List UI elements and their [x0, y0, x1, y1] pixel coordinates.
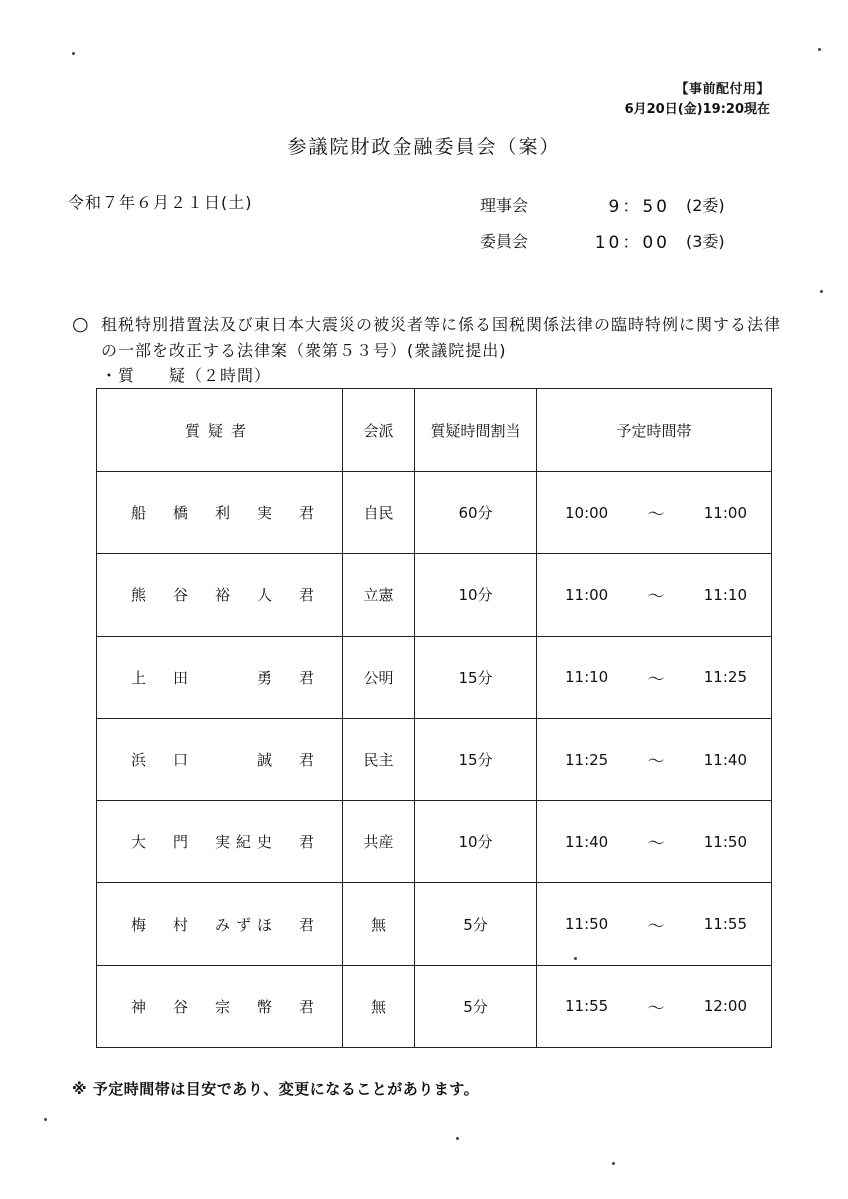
scan-speck [456, 1137, 459, 1140]
range-separator: ～ [647, 916, 665, 937]
duration-cell: 10分 [415, 554, 537, 636]
distribution-tag: 【事前配付用】 [675, 82, 770, 97]
duration-cell: 10分 [415, 801, 537, 883]
questioner-cell [97, 636, 343, 718]
scan-speck [574, 957, 577, 960]
section-heading: ・質 疑（２時間） [101, 366, 272, 385]
header-party: 会派 [343, 389, 415, 472]
start-time: 11:40 [565, 832, 609, 851]
as-of-timestamp: 6月20日(金)19:20現在 [624, 102, 770, 117]
table-row [97, 883, 772, 965]
end-time: 11:00 [703, 503, 747, 522]
end-time: 11:40 [703, 750, 747, 769]
header-allotment: 質疑時間割当 [415, 389, 537, 472]
schedule-cell [537, 883, 772, 965]
duration-cell: 15分 [415, 718, 537, 800]
schedule-cell [537, 554, 772, 636]
questioner-cell [97, 965, 343, 1047]
meeting-note-committee: (3委) [686, 232, 725, 251]
party-cell: 自民 [343, 472, 415, 554]
end-time: 11:10 [703, 585, 747, 604]
table-row [97, 801, 772, 883]
meeting-note-board: (2委) [686, 196, 725, 215]
questioner-name: 熊 谷 裕 人 君 [131, 586, 321, 605]
questioner-table [96, 388, 772, 1048]
table-row [97, 965, 772, 1047]
page-title: 参議院財政金融委員会（案） [287, 136, 561, 158]
meeting-date: 令和７年６月２１日(土) [68, 193, 253, 212]
party-cell: 公明 [343, 636, 415, 718]
start-time: 11:55 [565, 997, 609, 1016]
party-cell: 無 [343, 965, 415, 1047]
questioner-cell [97, 472, 343, 554]
range-separator: ～ [647, 752, 665, 773]
start-time: 11:00 [565, 585, 609, 604]
start-time: 11:10 [565, 668, 609, 687]
table-header-row [97, 389, 772, 472]
duration-cell: 15分 [415, 636, 537, 718]
meeting-time-board: 9：50 [608, 197, 670, 217]
party-cell: 無 [343, 883, 415, 965]
table-row [97, 718, 772, 800]
questioner-name: 神 谷 宗 幣 君 [131, 997, 321, 1016]
meeting-time-committee: 10：00 [594, 233, 670, 253]
table-row [97, 472, 772, 554]
schedule-cell [537, 718, 772, 800]
end-time: 11:50 [703, 832, 747, 851]
questioner-name: 大 門 実紀史 君 [131, 833, 321, 852]
meeting-name-board: 理事会 [480, 196, 529, 215]
range-separator: ～ [647, 669, 665, 690]
duration-cell: 60分 [415, 472, 537, 554]
table-row [97, 554, 772, 636]
duration-cell: 5分 [415, 965, 537, 1047]
header-questioner: 質疑者 [97, 389, 343, 472]
party-cell: 共産 [343, 801, 415, 883]
schedule-cell [537, 636, 772, 718]
questioner-name: 上 田 勇 君 [131, 668, 321, 687]
party-cell: 民主 [343, 718, 415, 800]
table-row [97, 636, 772, 718]
bill-title: 租税特別措置法及び東日本大震災の被災者等に係る国税関係法律の臨時特例に関する法律の一部を改正する法律案（衆第５３号）(衆議院提出) [101, 315, 782, 360]
start-time: 11:25 [565, 750, 609, 769]
range-separator: ～ [647, 505, 665, 526]
scan-speck [72, 52, 75, 55]
questioner-name: 梅 村 みずほ 君 [131, 915, 321, 934]
scan-speck [44, 1118, 47, 1121]
range-separator: ～ [647, 834, 665, 855]
questioner-cell [97, 883, 343, 965]
end-time: 11:25 [703, 668, 747, 687]
schedule-cell [537, 965, 772, 1047]
meeting-name-committee: 委員会 [480, 232, 529, 251]
schedule-cell [537, 472, 772, 554]
bill-bullet-icon: ○ [72, 313, 89, 335]
start-time: 11:50 [565, 915, 609, 934]
questioner-cell [97, 554, 343, 636]
scan-speck [820, 290, 823, 293]
duration-cell: 5分 [415, 883, 537, 965]
questioner-cell [97, 801, 343, 883]
schedule-cell [537, 801, 772, 883]
questioner-name: 船 橋 利 実 君 [131, 504, 321, 523]
questioner-name: 浜 口 誠 君 [131, 751, 321, 770]
scan-speck [612, 1162, 615, 1165]
header-schedule: 予定時間帯 [537, 389, 772, 472]
start-time: 10:00 [565, 503, 609, 522]
end-time: 12:00 [703, 997, 747, 1016]
range-separator: ～ [647, 998, 665, 1019]
range-separator: ～ [647, 587, 665, 608]
end-time: 11:55 [703, 915, 747, 934]
scan-speck [818, 48, 821, 51]
footnote: ※ 予定時間帯は目安であり、変更になることがあります。 [72, 1080, 480, 1098]
party-cell: 立憲 [343, 554, 415, 636]
questioner-cell [97, 718, 343, 800]
